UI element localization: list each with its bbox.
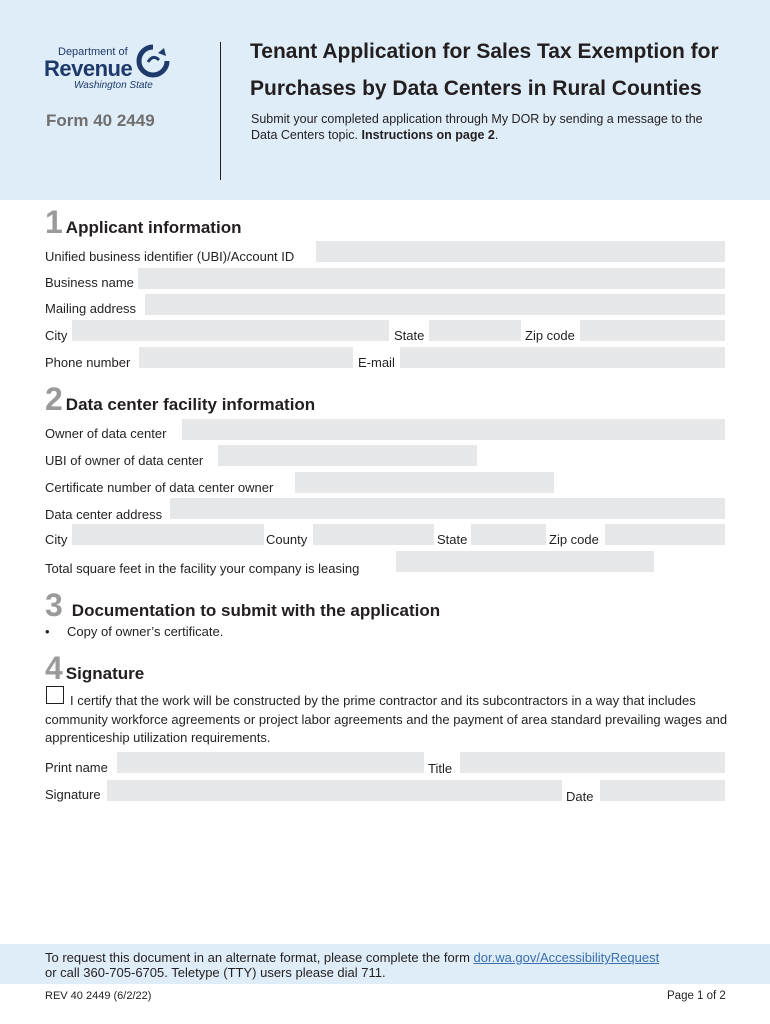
dc-state-field[interactable]: [471, 524, 546, 545]
section-2-heading: [45, 383, 315, 415]
section-1-heading: [45, 206, 241, 238]
ubi-owner-label: UBI of owner of data center: [45, 453, 204, 468]
section-number: 3: [45, 587, 63, 623]
certify-text: I certify that the work will be constructed by the prime contractor and its subcontractors in a way that includes community workforce agreements or project labor agreements and the payment of area standard prevailing wages and apprenticeship utilization requirements.: [45, 693, 728, 745]
print-name-field[interactable]: [117, 752, 424, 773]
date-field[interactable]: [600, 780, 725, 801]
footer-text-2: or call 360-705-6705. Teletype (TTY) users please dial 711.: [45, 965, 386, 980]
header-band: [0, 0, 770, 200]
phone-field[interactable]: [139, 347, 353, 368]
signature-label: Signature: [45, 787, 101, 802]
footer-text-1: To request this document in an alternate format, please complete the form: [45, 950, 474, 965]
dc-state-label: State: [437, 532, 468, 547]
dc-address-field[interactable]: [170, 498, 725, 519]
section-title: Signature: [65, 664, 145, 683]
state-field[interactable]: [429, 320, 521, 341]
mailing-address-label: Mailing address: [45, 301, 137, 316]
zip-label: Zip code: [525, 328, 575, 343]
title-field[interactable]: [460, 752, 725, 773]
form-number: Form 40 2449: [46, 111, 155, 130]
page-title: [250, 33, 750, 107]
date-label: Date: [566, 789, 594, 804]
business-name-label: Business name: [45, 275, 134, 290]
ubi-label: Unified business identifier (UBI)/Account ID: [45, 249, 295, 264]
print-name-label: Print name: [45, 760, 108, 775]
section-title: Documentation to submit with the application: [71, 601, 441, 620]
dc-zip-label: Zip code: [549, 532, 599, 547]
section-title: Data center facility information: [65, 395, 316, 414]
dc-address-label: Data center address: [45, 507, 163, 522]
title-label: Title: [428, 761, 453, 776]
zip-field[interactable]: [580, 320, 725, 341]
revision-code: REV 40 2449 (6/2/22): [45, 990, 152, 1002]
list-item-text: Copy of owner’s certificate.: [67, 624, 224, 639]
accessibility-link[interactable]: dor.wa.gov/AccessibilityRequest: [473, 950, 660, 965]
dor-logo: [44, 44, 174, 104]
dor-logo-icon: [136, 44, 170, 78]
footer-band: [0, 944, 770, 984]
section-number: 4: [45, 650, 63, 686]
logo-revenue-text: Revenue: [44, 56, 133, 81]
section-3-heading: [45, 589, 440, 621]
state-label: State: [394, 328, 425, 343]
page-number: Page 1 of 2: [667, 990, 726, 1002]
subtitle-end: .: [494, 128, 499, 142]
section-number: 1: [45, 204, 63, 240]
city-field[interactable]: [72, 320, 389, 341]
certificate-label: Certificate number of data center owner: [45, 480, 274, 495]
county-field[interactable]: [313, 524, 434, 545]
owner-label: Owner of data center: [45, 426, 167, 441]
title-line-2: Purchases by Data Centers in Rural Counties: [250, 77, 702, 100]
section-4-heading: [45, 652, 144, 684]
ubi-field[interactable]: [316, 241, 725, 262]
section-number: 2: [45, 381, 63, 417]
accessibility-note: [45, 950, 659, 980]
signature-field[interactable]: [107, 780, 562, 801]
dc-city-field[interactable]: [72, 524, 264, 545]
section-title: Applicant information: [65, 218, 242, 237]
subtitle: [251, 111, 721, 143]
sqft-label: Total square feet in the facility your company is leasing: [45, 561, 360, 576]
dc-zip-field[interactable]: [605, 524, 725, 545]
logo-state-text: Washington State: [74, 80, 153, 91]
list-item: [45, 624, 223, 639]
city-label: City: [45, 328, 68, 343]
business-name-field[interactable]: [138, 268, 725, 289]
mailing-address-field[interactable]: [145, 294, 725, 315]
email-field[interactable]: [400, 347, 725, 368]
header-divider: [220, 42, 221, 180]
email-label: E-mail: [358, 355, 395, 370]
county-label: County: [266, 532, 308, 547]
phone-label: Phone number: [45, 355, 131, 370]
subtitle-text: Submit your completed application through My DOR by sending a message to the Data Centers topic.: [251, 112, 703, 142]
subtitle-bold: Instructions on page 2: [361, 128, 495, 142]
title-line-1: Tenant Application for Sales Tax Exemption for: [250, 40, 719, 63]
bullet-icon: •: [45, 624, 50, 639]
dc-city-label: City: [45, 532, 68, 547]
certificate-field[interactable]: [295, 472, 554, 493]
sqft-field[interactable]: [396, 551, 654, 572]
logo-dept-text: Department of: [58, 46, 128, 58]
ubi-owner-field[interactable]: [218, 445, 477, 466]
owner-field[interactable]: [182, 419, 725, 440]
